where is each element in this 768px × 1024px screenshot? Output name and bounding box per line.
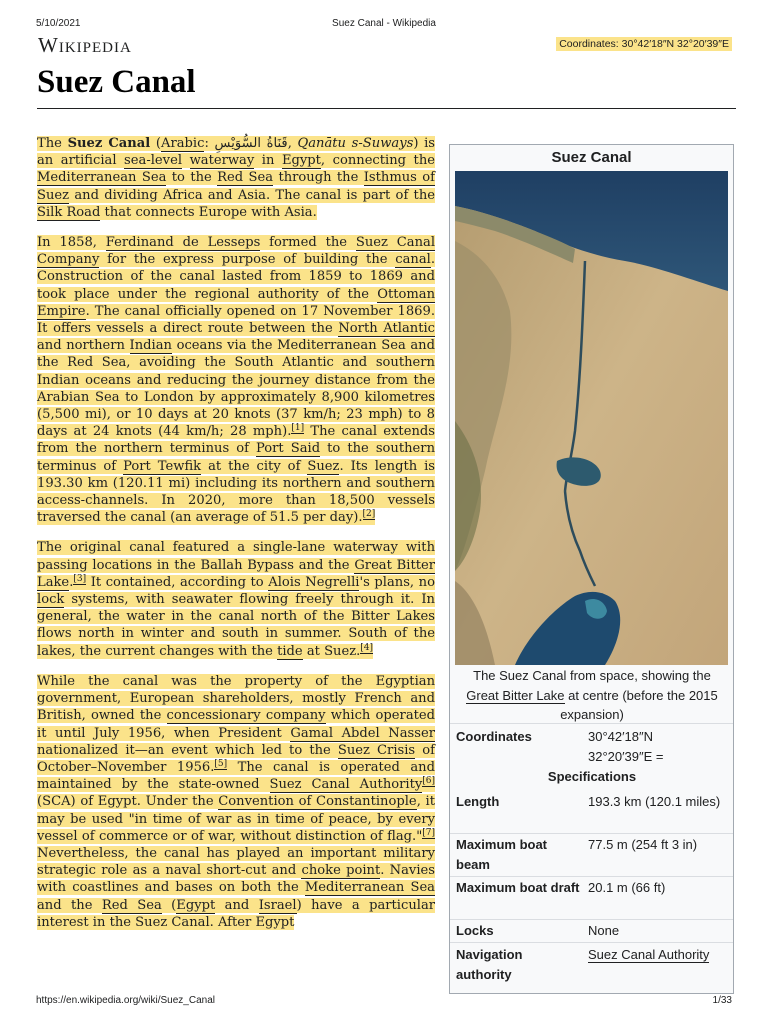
text-run: and northern [37, 338, 130, 354]
article-link[interactable]: North Atlantic [338, 321, 435, 337]
row-label: Maximum boat beam [456, 837, 548, 872]
transliteration: Qanātu s-Suways [297, 136, 414, 151]
text-run: nationalized it—an event which led to the [37, 742, 338, 758]
article-link[interactable]: Suez [307, 458, 340, 474]
text-run: and dividing Africa and Asia. The canal is part of the [69, 187, 435, 203]
text-run: oceans via the Mediterranean Sea and the Red Sea, avoiding the South Atlantic and southern Indian oceans and reducing the journey distance from the Arabian Sea to London by approximately 8,900 kilometres (5,500 mi), or 10 days at 20 knots (37 km/h; 23 mph) to 8 days at 24 knots (44 km/h; 28 mph). [37, 338, 435, 440]
article-link[interactable]: Port Tewfik [123, 458, 202, 474]
row-label: Maximum boat draft [456, 880, 580, 895]
text-run: of October–November 1956. [37, 742, 435, 775]
infobox [449, 144, 734, 994]
citation-link[interactable]: [2] [362, 509, 376, 520]
infobox-row-length [456, 792, 728, 832]
infobox-row-coordinates [456, 727, 728, 767]
coordinates-lat[interactable]: 30°42′18″N [588, 729, 654, 744]
text-run: Nevertheless, the canal has played an important military strategic role as a naval short-cut and [37, 845, 435, 879]
page-url[interactable]: https://en.wikipedia.org/wiki/Suez_Canal [36, 995, 215, 1006]
infobox-row-locks [456, 921, 728, 941]
citation-link[interactable]: [5] [214, 758, 228, 769]
infobox-caption [456, 666, 728, 725]
text-run [182, 153, 190, 168]
article-link[interactable]: Egypt [176, 897, 216, 913]
infobox-row-draft [456, 878, 728, 918]
article-link[interactable]: Port Said [256, 441, 321, 457]
text-run: and the [37, 897, 102, 913]
coordinates-label: Coordinates [456, 729, 532, 744]
article-link[interactable]: Suez Canal Company [37, 235, 436, 268]
article-link[interactable]: Alois Negrelli [268, 574, 360, 590]
print-date: 5/10/2021 [36, 18, 81, 29]
article-link[interactable]: Ferdinand de Lesseps [105, 235, 261, 251]
infobox-separator [450, 833, 734, 834]
article-link[interactable]: Arabic [161, 136, 205, 151]
text-run: . Its length is 193.30 km (120.11 mi) including its northern and southern access-channels. In 2020, more than 18,500 vessels traversed the canal (an average of 51.5 per day). [37, 458, 436, 526]
article-link[interactable]: canal [395, 252, 431, 268]
article-link[interactable]: Gamal Abdel Nasser [290, 725, 435, 741]
text-run: . Navies with coastlines and bases on both the [37, 863, 435, 896]
infobox-separator [450, 876, 734, 877]
caption-text-after: at centre (before the 2015 expansion) [560, 687, 718, 722]
text-run: to the [166, 170, 218, 186]
article-link[interactable]: Isthmus of Suez [37, 170, 436, 203]
infobox-row-authority [456, 945, 728, 985]
row-value [588, 945, 728, 965]
text-run: , connecting the [320, 153, 435, 169]
wikipedia-logo[interactable]: Wikipedia [38, 33, 132, 57]
citation-link[interactable]: [1] [291, 423, 305, 434]
print-header [36, 18, 732, 32]
text-run: : [204, 136, 215, 151]
text-run: to the southern terminus of [37, 441, 436, 474]
text-run: It contained, according to [86, 574, 269, 590]
bold-term: Suez Canal [67, 136, 151, 151]
satellite-photo-icon[interactable] [455, 171, 728, 665]
coordinates-lon[interactable]: 32°20′39″E = [588, 748, 664, 764]
text-run: for the express purpose of building the [99, 252, 396, 268]
infobox-separator [450, 942, 734, 943]
row-label: Length [456, 794, 500, 809]
text-run: at Suez. [302, 643, 361, 659]
specifications-header: Specifications [547, 769, 637, 784]
text-run: ) is an artificial [37, 136, 435, 169]
citation-link[interactable]: [3] [73, 573, 87, 584]
text-run: The canal extends from the northern terminus of [37, 424, 435, 457]
article-link[interactable]: Red Sea [217, 170, 274, 186]
text-run: formed the [260, 235, 356, 251]
citation-link[interactable]: [7] [422, 827, 435, 838]
text-run: قَنَاةُ السُّوَيْسِ [214, 136, 288, 151]
article-link[interactable]: Suez Crisis [337, 742, 416, 758]
article-link[interactable]: Ottoman Empire [37, 286, 435, 319]
citation-link[interactable]: [6] [422, 776, 435, 787]
text-run: . [69, 574, 74, 590]
text-run: that connects Europe with Asia. [100, 204, 317, 220]
infobox-separator [450, 919, 734, 920]
infobox-row-beam [456, 835, 728, 875]
article-link[interactable]: Silk Road [37, 204, 101, 220]
article-link[interactable]: tide [277, 643, 303, 659]
article-link[interactable]: Mediterranean Sea [304, 880, 435, 896]
article-link[interactable]: Convention of Constantinople [218, 794, 417, 810]
text-run: and [215, 897, 259, 913]
text-run: systems, with seawater flowing freely through it. In general, the water in the canal north of the Bitter Lakes flows north in winter and south in summer. South of the lakes, the current changes with the [37, 592, 435, 659]
article-link[interactable]: Israel [258, 897, 297, 913]
article-link[interactable]: waterway [189, 153, 255, 169]
page-title: Suez Canal [37, 64, 196, 100]
text-run: ) have a particular interest in the Suez Canal. After Egypt [37, 897, 436, 930]
row-value: None [588, 923, 620, 938]
article-link[interactable]: Great Bitter Lake [37, 557, 435, 590]
paragraph-3 [37, 539, 435, 659]
text-run: , it may be used "in time of war as in time of peace, by every vessel of commerce or of war, without distinction of flag." [37, 794, 435, 844]
row-value: 20.1 m (66 ft) [588, 880, 666, 895]
article-link[interactable]: choke point [301, 863, 381, 879]
article-link[interactable]: Indian [129, 338, 172, 354]
article-link[interactable]: concessionary company [166, 708, 326, 724]
article-link[interactable]: Red Sea [101, 897, 162, 913]
text-run: which operated it until July 1956, when President [37, 708, 436, 741]
article-body [37, 135, 435, 944]
suez-canal-authority-link[interactable]: Suez Canal Authority [588, 947, 710, 962]
article-link[interactable]: Egypt [281, 153, 321, 169]
text-run: , [287, 136, 298, 151]
citation-link[interactable]: [4] [360, 642, 374, 653]
infobox-separator [450, 723, 734, 724]
paragraph-4 [37, 673, 435, 931]
text-run: . Construction of the canal lasted from 1859 to 1869 and took place under the regional authority of the [37, 252, 435, 302]
text-run: ( [161, 897, 177, 913]
text-run: The original canal featured a single-lane waterway with passing locations in the Ballah Bypass and the [37, 540, 435, 573]
text-run: . The canal officially opened on 17 November 1869. It offers vessels a direct route between the [37, 303, 435, 337]
text-run: While the canal was the property of the Egyptian government, European shareholders, mostly French and British, owned the [37, 673, 435, 724]
row-value: 77.5 m (254 ft 3 in) [588, 837, 698, 852]
text-run: The [37, 136, 68, 151]
page-number: 1/33 [712, 995, 732, 1006]
infobox-title: Suez Canal [551, 149, 632, 166]
text-run: at the city of [201, 458, 308, 474]
article-link[interactable]: lock [37, 592, 65, 608]
text-run: In 1858, [37, 235, 106, 251]
text-run: ( [150, 136, 162, 151]
paragraph-1 [37, 135, 435, 221]
text-run: in [254, 153, 282, 169]
row-label: Locks [456, 923, 494, 938]
title-divider [37, 108, 736, 109]
article-link[interactable]: Suez Canal Authority [269, 777, 423, 793]
great-bitter-lake-link[interactable]: Great Bitter Lake [466, 687, 565, 703]
article-link[interactable]: Mediterranean Sea [37, 170, 167, 186]
row-value: 193.3 km (120.1 miles) [588, 794, 721, 809]
paragraph-2 [37, 234, 435, 526]
article-link[interactable]: sea-level [124, 153, 183, 169]
text-run: The canal is operated and maintained by the state-owned [37, 759, 435, 793]
print-page-title: Suez Canal - Wikipedia [332, 18, 436, 29]
coordinates-value[interactable] [588, 727, 728, 766]
print-footer [36, 995, 732, 1009]
caption-text-before: The Suez Canal from space, showing the [473, 668, 711, 683]
row-label: Navigation authority [456, 947, 523, 982]
text-run: (SCA) of Egypt. Under the [37, 794, 219, 810]
text-run: through the [273, 170, 364, 186]
text-run: 's plans, no [359, 574, 435, 590]
coordinates-badge[interactable]: Coordinates: 30°42′18″N 32°20′39″E [556, 37, 732, 51]
